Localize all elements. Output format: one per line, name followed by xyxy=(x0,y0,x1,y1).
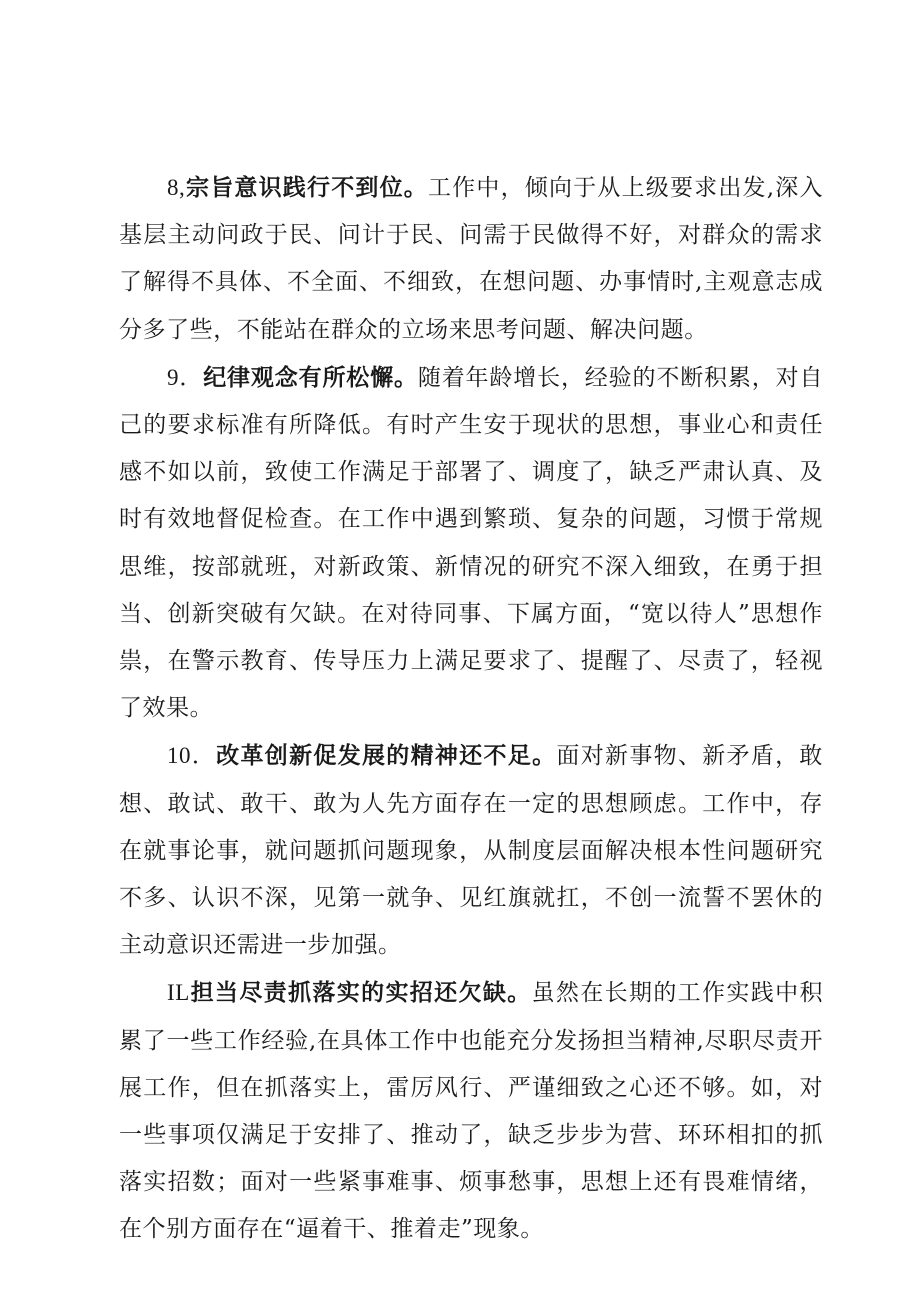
paragraph-11 xyxy=(119,969,823,1253)
paragraph-number: 9． xyxy=(167,364,204,390)
paragraph-text: 面对新事物、新矛盾，敢想、敢试、敢干、敢为人先方面存在一定的思想顾虑。工作中，存在就事论事，就问题抓问题现象，从制度层面解决根本性问题研究不多、认识不深，见第一就争、见红旗就扛，不创一流誓不罢休的主动意识还需进一步加强。 xyxy=(119,743,823,959)
paragraph-heading: 宗旨意识践行不到位。 xyxy=(185,175,428,201)
paragraph-number: IL xyxy=(167,980,190,1006)
paragraph-heading: 改革创新促发展的精神还不足。 xyxy=(216,743,557,770)
paragraph-8 xyxy=(119,164,823,354)
paragraph-10 xyxy=(119,732,823,969)
document-body xyxy=(119,164,823,1254)
paragraph-text: 随着年龄增长，经验的不断积累，对自己的要求标准有所降低。有时产生安于现状的思想，事业心和责任感不如以前，致使工作满足于部署了、调度了，缺乏严肃认真、及时有效地督促检查。在工作中遇到繁琐、复杂的问题，习惯于常规思维，按部就班，对新政策、新情况的研究不深入细致，在勇于担当、创新突破有欠缺。在对待同事、下属方面，“宽以待人”思想作祟，在警示教育、传导压力上满足要求了、提醒了、尽责了，轻视了效果。 xyxy=(119,364,823,722)
paragraph-number: 10． xyxy=(167,743,217,769)
paragraph-9 xyxy=(119,354,823,733)
paragraph-number: 8, xyxy=(167,175,186,200)
paragraph-heading: 担当尽责抓落实的实招还欠缺。 xyxy=(189,980,532,1007)
paragraph-text: 工作中，倾向于从上级要求出发,深入基层主动问政于民、问计于民、问需于民做得不好，对群众的需求了解得不具体、不全面、不细致，在想问题、办事情时,主观意志成分多了些，不能站在群众的立场来思考问题、解决问题。 xyxy=(119,175,823,343)
paragraph-heading: 纪律观念有所松懈。 xyxy=(203,364,418,391)
paragraph-text: 虽然在长期的工作实践中积累了一些工作经验,在具体工作中也能充分发扬担当精神,尽职尽责开展工作，但在抓落实上，雷厉风行、严谨细致之心还不够。如，对一些事项仅满足于安排了、推动了，缺乏步步为营、环环相扣的抓落实招数；面对一些紧事难事、烦事愁事，思想上还有畏难情绪，在个别方面存在“逼着干、推着走”现象。 xyxy=(119,980,823,1243)
